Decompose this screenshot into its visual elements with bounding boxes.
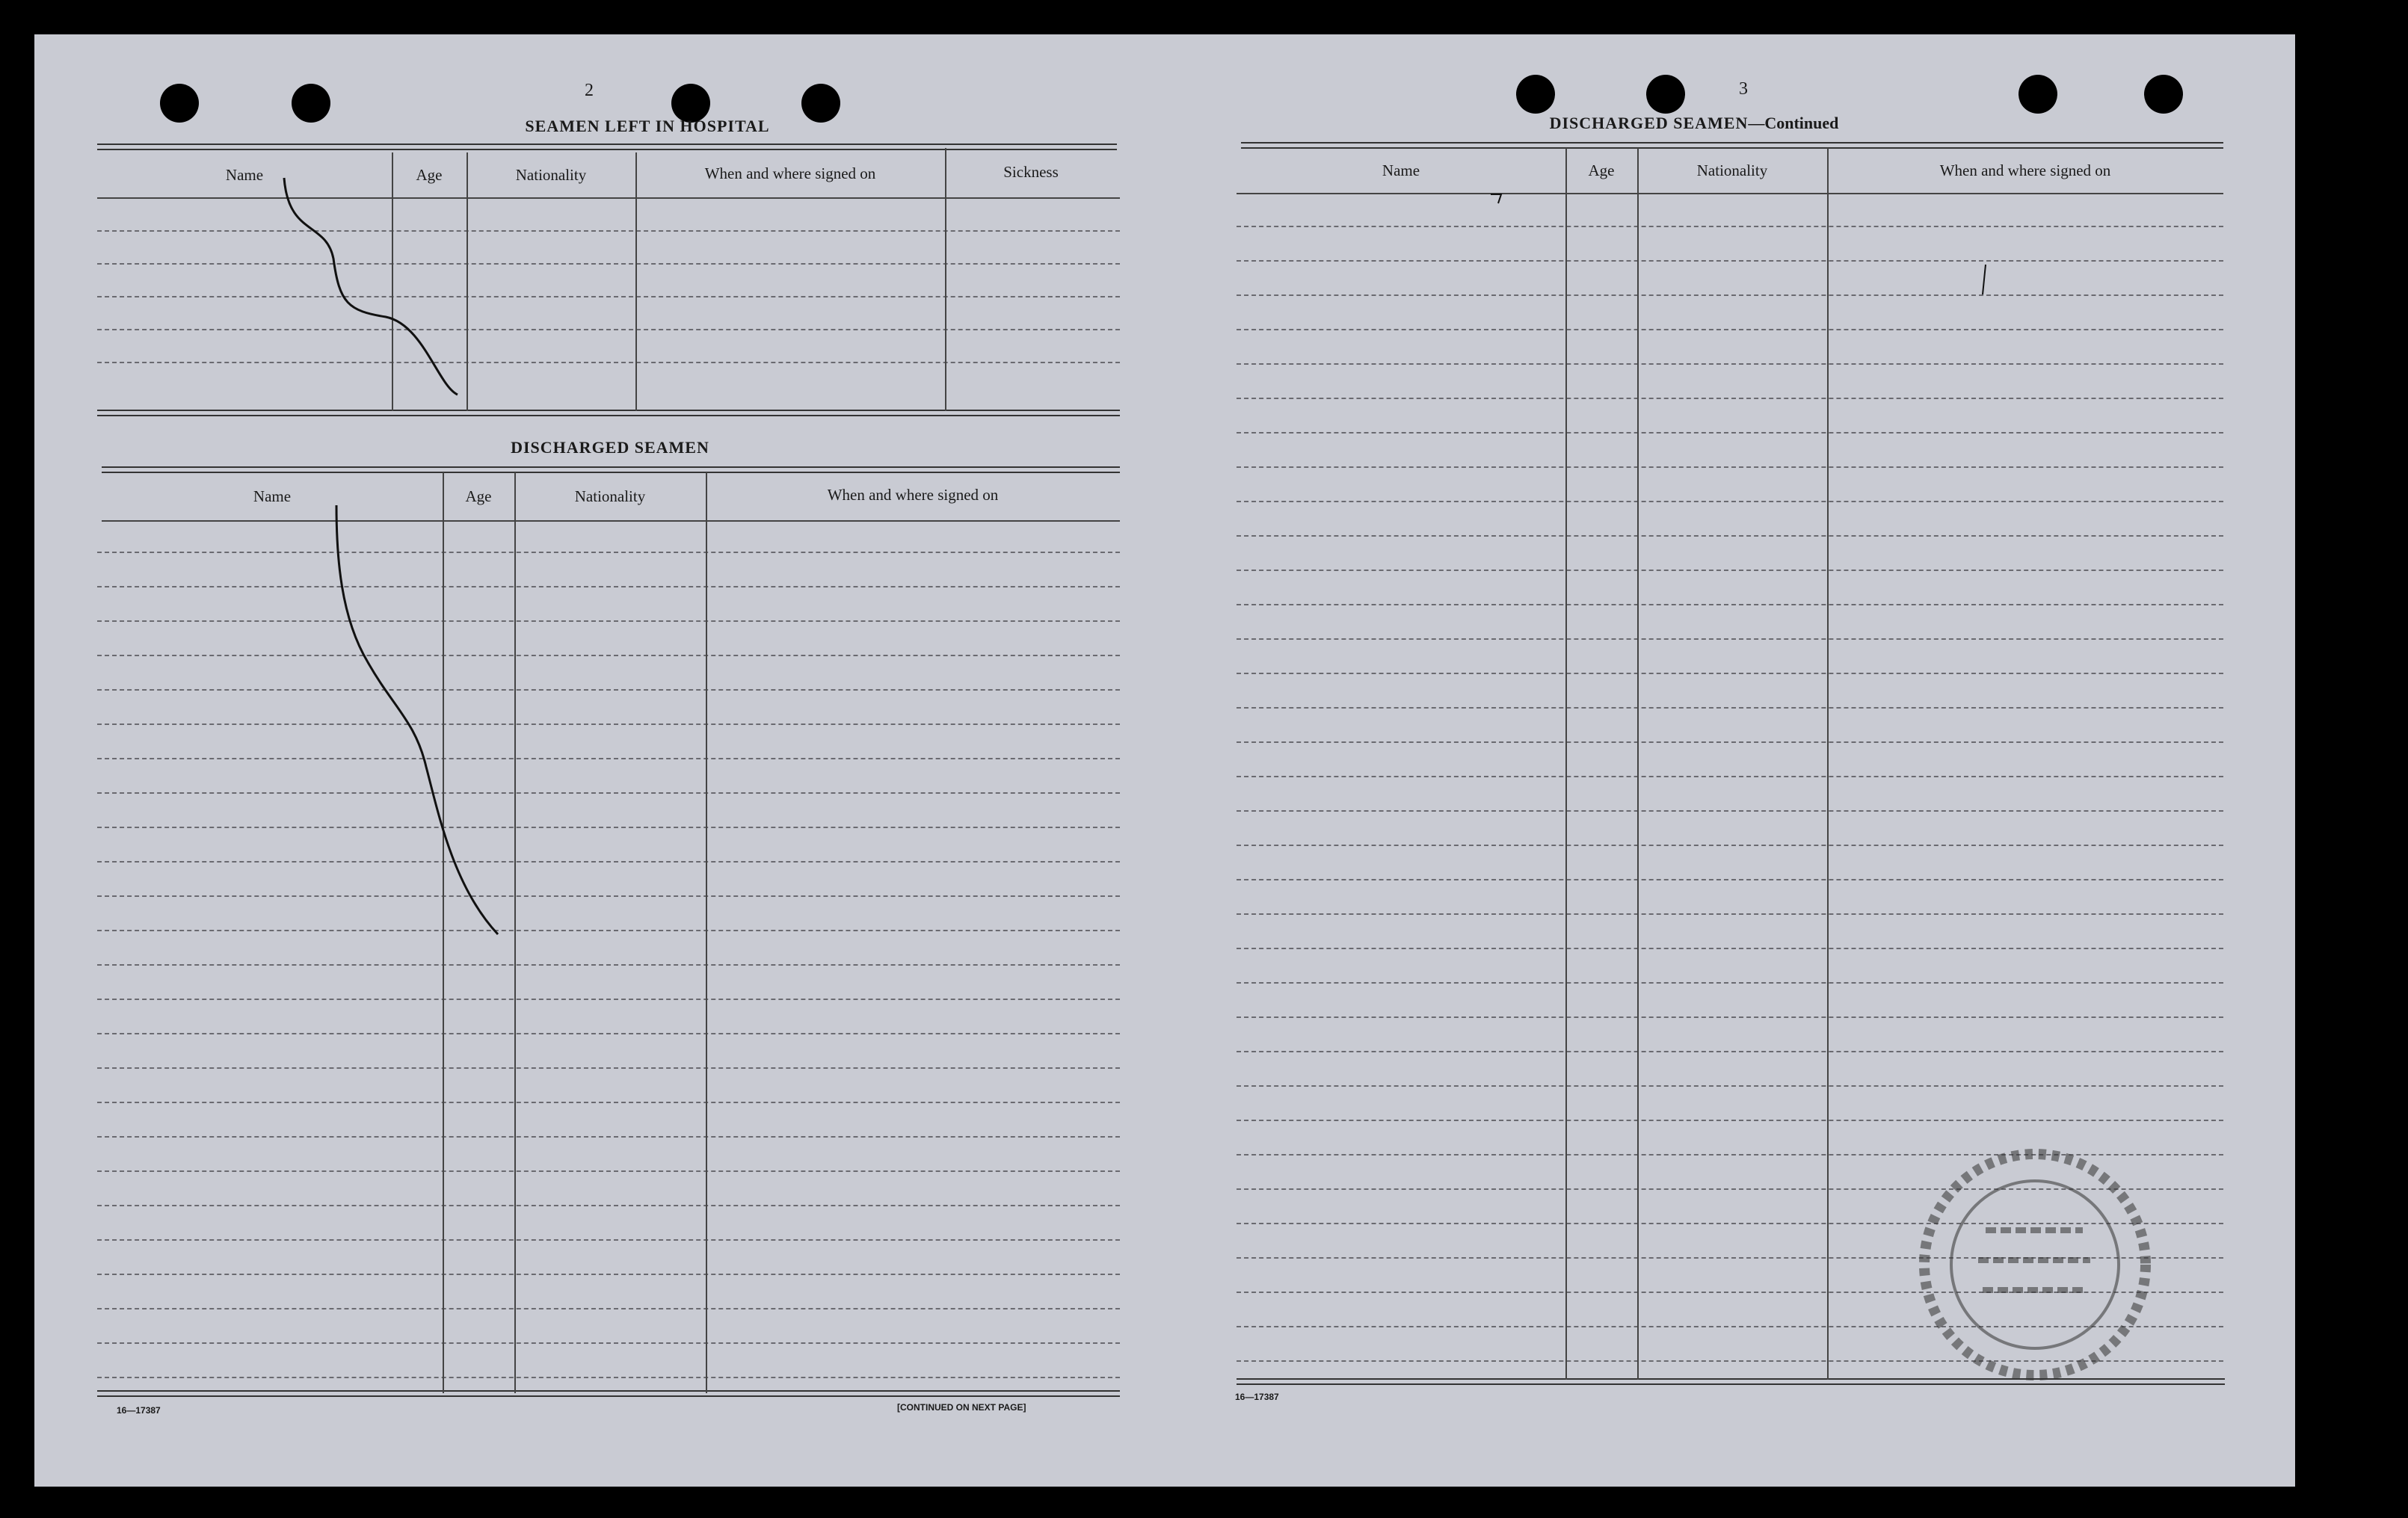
table-top-rule [1241,142,2223,149]
table-top-rule [102,466,1120,473]
table-row-line [97,1205,1120,1206]
column-divider [635,152,637,411]
table-row-line [97,1102,1120,1103]
table-row-line [97,1170,1120,1172]
column-divider [706,472,707,1393]
table-row-line [1237,604,2223,605]
table-row-line [97,362,1120,363]
punch-hole [292,84,330,123]
table-row-line [97,655,1120,656]
col-header-signed-on: When and where signed on [827,486,999,504]
form-number: 16—17387 [117,1405,161,1416]
table-row-line [1237,1120,2223,1121]
col-header-signed-on: When and where signed on [1939,161,2111,179]
table-row-line [1237,294,2223,296]
continued-note: [CONTINUED ON NEXT PAGE] [897,1402,1026,1413]
table-row-line [97,620,1120,622]
col-header-signed-on: When and where signed on [704,164,876,182]
column-divider [1827,148,1829,1380]
col-header-name: Name [225,166,264,184]
table-row-line [97,230,1120,232]
title-main: DISCHARGED SEAMEN [1549,114,1749,132]
punch-hole [1646,75,1685,114]
header-rule [97,197,1120,199]
table-row-line [1237,810,2223,812]
table-row-line [97,1274,1120,1275]
table-bottom-rule [97,410,1120,416]
column-divider [945,148,946,411]
table-row-line [1237,1085,2223,1087]
table-row-line [1237,948,2223,949]
table-row-line [1237,1051,2223,1052]
table-row-line [97,930,1120,931]
table-row-line [1237,501,2223,502]
table-row-line [97,263,1120,265]
table-row-line [1237,879,2223,880]
col-header-name: Name [1382,161,1420,179]
table-row-line [1237,673,2223,674]
table-row-line [97,1239,1120,1241]
table-row-line [1237,776,2223,777]
table-row-line [1237,1292,2223,1293]
col-header-age: Age [416,166,443,184]
column-divider [514,472,516,1393]
col-header-nationality: Nationality [515,166,587,184]
table-row-line [97,964,1120,966]
col-header-nationality: Nationality [1696,161,1768,179]
page-number: 3 [1739,79,1748,99]
title-suffix: —Continued [1748,114,1839,132]
table-row-line [97,552,1120,553]
table-bottom-rule [1237,1378,2225,1385]
table-row-line [1237,432,2223,434]
table-row-line [1237,260,2223,262]
punch-hole [160,84,199,123]
table-row-line [1237,1154,2223,1156]
discharged-continued-rows [1237,226,2223,1407]
table-row-line [97,792,1120,794]
table-row-line [97,895,1120,897]
discharged-table-title: DISCHARGED SEAMEN [511,438,709,457]
header-rule [102,520,1120,522]
table-row-line [1237,398,2223,399]
table-row-line [97,1342,1120,1344]
table-row-line [97,827,1120,828]
column-divider [466,152,468,411]
table-row-line [97,723,1120,725]
table-bottom-rule [97,1390,1120,1397]
table-row-line [97,861,1120,863]
table-row-line [1237,913,2223,915]
table-row-line [97,586,1120,587]
table-row-line [1237,329,2223,330]
header-rule [1237,193,2223,194]
hospital-table-rows [97,230,1120,380]
punch-hole [1516,75,1555,114]
table-row-line [97,329,1120,330]
discharged-continued-title [1500,114,1888,133]
form-number: 16—17387 [1235,1392,1279,1402]
table-row-line [1237,466,2223,468]
page-number: 2 [585,81,594,100]
col-header-age: Age [1588,161,1615,179]
table-row-line [1237,1360,2223,1362]
column-divider [392,152,393,411]
table-row-line [97,1033,1120,1034]
table-row-line [1237,363,2223,365]
table-row-line [1237,1257,2223,1259]
column-divider [1637,148,1639,1380]
table-row-line [1237,638,2223,640]
table-row-line [1237,1326,2223,1327]
table-row-line [1237,1223,2223,1224]
table-row-line [97,1377,1120,1378]
table-row-line [1237,982,2223,984]
table-row-line [97,1067,1120,1069]
col-header-name: Name [253,487,292,505]
table-row-line [1237,741,2223,743]
table-row-line [1237,707,2223,709]
column-divider [1565,148,1567,1380]
table-row-line [1237,1188,2223,1190]
table-row-line [1237,535,2223,537]
document-sheet [34,34,2295,1487]
punch-hole [2144,75,2183,114]
column-divider [443,472,444,1393]
table-top-rule [97,144,1117,150]
table-row-line [1237,570,2223,571]
table-row-line [1237,1016,2223,1018]
table-row-line [97,296,1120,297]
table-row-line [97,689,1120,691]
punch-hole [2019,75,2057,114]
table-row-line [97,1136,1120,1138]
col-header-sickness: Sickness [1003,163,1059,181]
table-row-line [1237,845,2223,846]
discharged-table-rows [97,552,1120,1411]
col-header-age: Age [465,487,492,505]
table-row-line [97,758,1120,759]
col-header-nationality: Nationality [574,487,646,505]
table-row-line [97,1308,1120,1309]
table-row-line [1237,226,2223,227]
hospital-table-title: SEAMEN LEFT IN HOSPITAL [525,117,770,135]
pen-stroke [1491,194,1501,203]
table-row-line [97,999,1120,1000]
